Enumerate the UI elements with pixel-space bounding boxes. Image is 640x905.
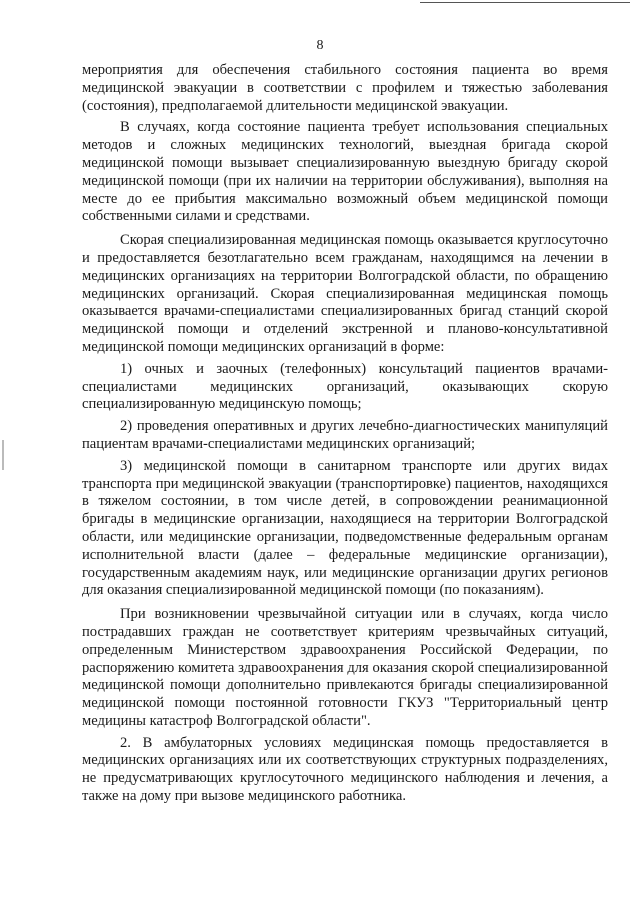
paragraph-specialized-care: Скорая специализированная медицинская помощь оказывается круглосуточно и предоставляется безотлагательно всем гражданам, находящимся на лечении в медицинских организациях на территории Волгоградской области, по обращению медицинских организаций. Скорая специализированная медицинская помощь оказывается врачами-специалистами специализированных бригад станций скорой медицинской помощи и отделений экстренной и планово-консультативной медицинской помощи медицинских организаций в форме: <box>82 232 608 355</box>
list-item-1: 1) очных и заочных (телефонных) консультаций пациентов врачами-специалистами медицинских организаций, оказывающих скорую специализированную медицинскую помощь; <box>82 360 608 413</box>
page-number: 8 <box>316 38 324 53</box>
list-item-2: 2) проведения оперативных и других лечебно-диагностических манипуляций пациентам врачами-специалистами медицинских организаций; <box>82 418 608 452</box>
paragraph-special-methods: В случаях, когда состояние пациента требует использования специальных методов и сложных медицинских технологий, выездная бригада скорой медицинской помощи вызывает специализированную выездную бригаду скорой медицинской помощи (при их наличии на территории обслуживания), выполняя на месте до ее прибытия максимально возможный объем медицинской помощи собственными силами и средствами. <box>82 119 608 225</box>
paragraph-continuation: мероприятия для обеспечения стабильного состояния пациента во время медицинской эвакуации в соответствии с профилем и тяжестью заболевания (состояния), предполагаемой длительности медицинской эвакуации. <box>82 62 608 114</box>
paragraph-outpatient: 2. В амбулаторных условиях медицинская помощь предоставляется в медицинских организациях или их соответствующих структурных подразделениях, не предусматривающих круглосуточного медицинского наблюдения и лечения, а также на дому при вызове медицинского работника. <box>82 734 608 805</box>
document-body <box>82 62 608 810</box>
paragraph-emergency: При возникновении чрезвычайной ситуации или в случаях, когда число пострадавших граждан не соответствует критериям чрезвычайных ситуаций, определенным Министерством здравоохранения Российской Федерации, по распоряжению комитета здравоохранения для оказания скорой специализированной медицинской помощи дополнительно привлекаются бригады специализированной медицинской помощи постоянной готовности ГКУЗ "Территориальный центр медицины катастроф Волгоградской области". <box>82 606 608 729</box>
scan-artifact <box>2 440 4 470</box>
list-item-3: 3) медицинской помощи в санитарном транспорте или других видах транспорта при медицинской эвакуации (транспортировке) пациентов, находящихся в тяжелом состоянии, в том числе детей, в сопровождении реанимационной бригады в медицинские организации, находящиеся на территории Волгоградской области, или медицинские организации, подведомственные федеральным органам исполнительной власти (далее – федеральные медицинские организации), государственным академиям наук, или медицинские организации других регионов для оказания специализированной медицинской помощи (по показаниям). <box>82 457 608 599</box>
top-rule <box>420 2 630 3</box>
